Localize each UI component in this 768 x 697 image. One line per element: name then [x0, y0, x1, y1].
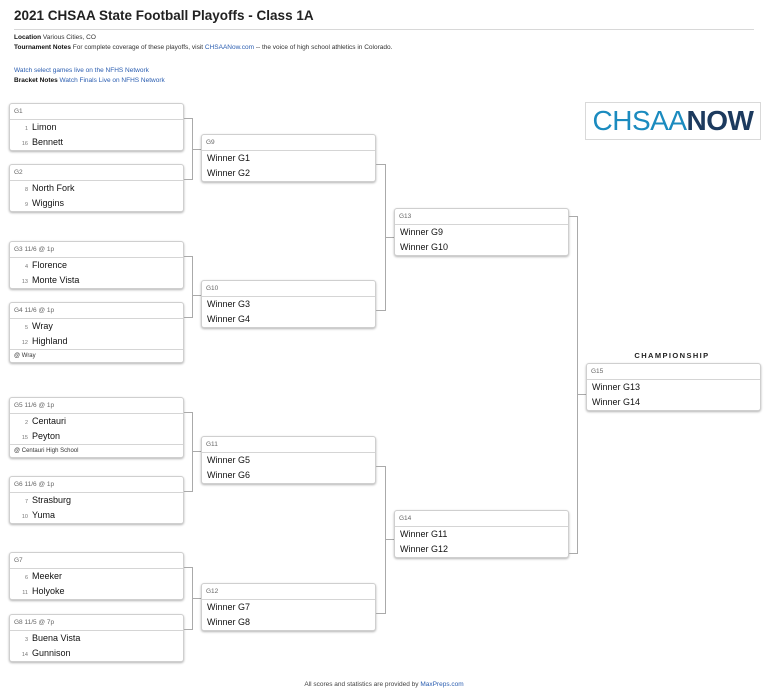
game-g7[interactable] [9, 552, 184, 600]
game-label: G8 11/5 @ 7p [10, 615, 183, 631]
team-name: Gunnison [32, 648, 71, 658]
seed: 1 [24, 126, 28, 132]
team-row[interactable] [10, 135, 183, 150]
team-row[interactable] [10, 646, 183, 661]
bracket-connector [569, 216, 577, 217]
team-row[interactable]: Winner G8 [207, 617, 251, 627]
bracket-connector [385, 237, 394, 238]
game-g8[interactable] [9, 614, 184, 662]
location-label: Location [14, 34, 42, 41]
game-g4[interactable] [9, 302, 184, 363]
game-g1[interactable] [9, 103, 184, 151]
bracket-connector [376, 466, 385, 467]
bracket-connector [385, 466, 386, 614]
team-name: North Fork [32, 183, 75, 193]
team-row[interactable] [10, 569, 183, 584]
team-row[interactable]: Winner G3 [207, 299, 251, 309]
team-row[interactable] [10, 273, 183, 288]
team-row[interactable]: Winner G11 [400, 529, 448, 539]
game-label: G4 11/6 @ 1p [10, 303, 183, 319]
game-g12[interactable] [201, 583, 376, 631]
bracket-notes-label: Bracket Notes [14, 77, 58, 84]
team-row[interactable] [10, 414, 183, 429]
seed: 16 [21, 141, 28, 147]
seed: 15 [21, 435, 28, 441]
seed: 11 [22, 590, 28, 596]
page-title: 2021 CHSAA State Football Playoffs - Class 1A [14, 8, 314, 23]
bracket-connector [569, 553, 577, 554]
nfhs-watch-link[interactable]: Watch select games live on the NFHS Network [14, 67, 149, 74]
game-g14[interactable] [394, 510, 569, 558]
bracket-connector [184, 179, 192, 180]
team-row[interactable]: Winner G2 [207, 168, 251, 178]
team-row[interactable] [10, 429, 183, 444]
team-name: Meeker [32, 571, 63, 581]
team-row[interactable]: Winner G14 [592, 397, 641, 407]
game-label: G2 [10, 165, 183, 181]
team-row[interactable]: Winner G13 [592, 382, 641, 392]
team-row[interactable]: Winner G5 [207, 455, 251, 465]
game-label: G3 11/6 @ 1p [10, 242, 183, 258]
bracket-connector [376, 164, 385, 165]
seed: 3 [24, 637, 28, 643]
logo-text-now: NOW [686, 105, 754, 136]
game-label: G15 [587, 364, 760, 380]
game-label: G11 [202, 437, 375, 453]
team-row[interactable]: Winner G6 [207, 470, 251, 480]
game-g15[interactable] [586, 363, 761, 411]
team-name: Holyoke [32, 586, 65, 596]
game-g3[interactable] [9, 241, 184, 289]
team-row[interactable]: Winner G1 [207, 153, 251, 163]
bracket-connector [577, 216, 578, 554]
team-name: Bennett [32, 137, 64, 147]
bracket-connector [192, 295, 201, 296]
team-row[interactable]: Winner G10 [400, 242, 449, 252]
notes-label: Tournament Notes [14, 44, 71, 51]
team-row[interactable] [10, 196, 183, 211]
bracket-connector [385, 539, 394, 540]
team-name: Buena Vista [32, 633, 81, 643]
team-row[interactable]: Winner G7 [207, 602, 251, 612]
bracket-connector [192, 149, 201, 150]
bracket-connector [577, 394, 586, 395]
seed: 5 [24, 325, 28, 331]
team-name: Wray [32, 321, 53, 331]
bracket-connector [184, 118, 192, 119]
game-label: G6 11/6 @ 1p [10, 477, 183, 493]
location-line [14, 34, 96, 41]
bracket-notes-line [14, 77, 165, 84]
nfhs-finals-link[interactable]: Watch Finals Live on NFHS Network [59, 77, 165, 84]
championship-heading: CHAMPIONSHIP [634, 351, 710, 360]
seed: 4 [24, 264, 28, 270]
team-name: Monte Vista [32, 275, 80, 285]
team-name: Strasburg [32, 495, 72, 505]
team-name: Yuma [32, 510, 56, 520]
team-name: Florence [32, 260, 68, 270]
game-label: G12 [202, 584, 375, 600]
tournament-notes-line [14, 44, 392, 51]
title-divider [14, 29, 754, 30]
team-name: Limon [32, 122, 57, 132]
seed: 8 [24, 187, 28, 193]
team-name: Highland [32, 336, 68, 346]
team-row[interactable] [10, 631, 183, 646]
seed: 7 [24, 499, 28, 505]
game-label: G7 [10, 553, 183, 569]
maxpreps-link[interactable]: MaxPreps.com [420, 681, 464, 688]
game-label: G1 [10, 104, 183, 120]
team-row[interactable] [10, 493, 183, 508]
game-label: G5 11/6 @ 1p [10, 398, 183, 414]
team-row[interactable]: Winner G12 [400, 544, 449, 554]
bracket-connector [192, 598, 201, 599]
bracket-connector [192, 256, 193, 318]
game-g9[interactable] [201, 134, 376, 182]
seed: 9 [24, 202, 28, 208]
seed: 14 [21, 652, 28, 658]
team-row[interactable] [10, 334, 183, 349]
bracket-connector [184, 491, 192, 492]
game-label: G14 [395, 511, 568, 527]
game-label: G10 [202, 281, 375, 297]
game-label: G9 [202, 135, 375, 151]
game-g11[interactable] [201, 436, 376, 484]
team-row[interactable]: Winner G9 [400, 227, 444, 237]
team-row[interactable] [10, 258, 183, 273]
game-venue: @ Wray [10, 349, 183, 362]
chsaanow-link[interactable]: CHSAANow.com [204, 44, 255, 51]
chsaanow-logo[interactable] [585, 102, 761, 140]
game-g2[interactable] [9, 164, 184, 212]
game-g13[interactable] [394, 208, 569, 256]
bracket-connector [376, 310, 385, 311]
bracket-connector [184, 256, 192, 257]
team-row[interactable] [10, 181, 183, 196]
seed: 6 [24, 575, 28, 581]
bracket-connector [184, 317, 192, 318]
game-g10[interactable] [201, 280, 376, 328]
team-row[interactable] [10, 508, 183, 523]
bracket-connector [376, 613, 385, 614]
team-row[interactable] [10, 120, 183, 135]
bracket-connector [192, 451, 201, 452]
seed: 2 [24, 420, 28, 426]
bracket-connector [192, 412, 193, 492]
bracket-connector [184, 567, 192, 568]
team-row[interactable] [10, 319, 183, 334]
location-value: Various Cities, CO [42, 34, 96, 41]
seed: 10 [21, 514, 28, 520]
team-name: Wiggins [32, 198, 65, 208]
notes-suffix: -- the voice of high school athletics in Colorado. [255, 44, 393, 51]
logo-text-chsaa: CHSAA [592, 105, 687, 136]
game-venue: @ Centauri High School [10, 444, 183, 457]
footer-credit [0, 681, 768, 688]
seed: 13 [21, 279, 28, 285]
bracket-connector [184, 629, 192, 630]
team-name: Centauri [32, 416, 67, 426]
game-g6[interactable] [9, 476, 184, 524]
team-name: Peyton [32, 431, 61, 441]
footer-text: All scores and statistics are provided by [304, 681, 419, 688]
team-row[interactable] [10, 584, 183, 599]
team-row[interactable]: Winner G4 [207, 314, 251, 324]
game-g5[interactable] [9, 397, 184, 458]
bracket-connector [184, 412, 192, 413]
seed: 12 [21, 340, 28, 346]
notes-text: For complete coverage of these playoffs, visit [72, 44, 204, 51]
game-label: G13 [395, 209, 568, 225]
